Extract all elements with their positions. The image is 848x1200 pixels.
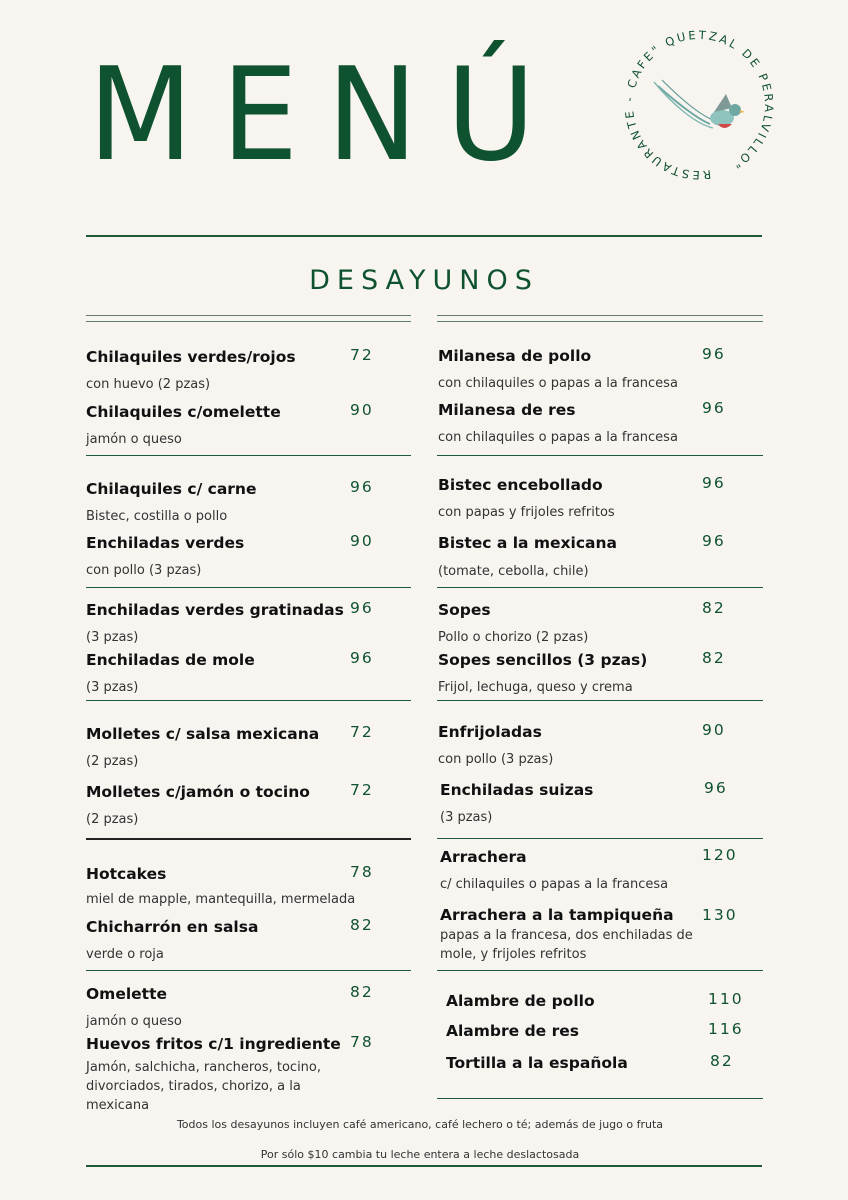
- restaurant-logo: [618, 24, 780, 186]
- menu-item-desc: c/ chilaquiles o papas a la francesa: [440, 877, 669, 892]
- menu-item-name: Milanesa de res: [438, 401, 576, 419]
- divider: [437, 455, 763, 456]
- footer-note: Todos los desayunos incluyen café americano, café lechero o té; además de jugo o fruta: [176, 1118, 664, 1131]
- menu-item-desc: con pollo (3 pzas): [86, 563, 202, 578]
- menu-item-name: Enfrijoladas: [438, 723, 542, 741]
- menu-item-desc: jamón o queso: [86, 1014, 182, 1029]
- menu-item-name: Bistec encebollado: [438, 476, 603, 494]
- section-title: DESAYUNOS: [309, 265, 539, 296]
- menu-item-desc: Bistec, costilla o pollo: [86, 509, 228, 524]
- menu-item-price: 82: [350, 983, 374, 1001]
- menu-item-price: 120: [702, 846, 738, 864]
- menu-item-price: 96: [702, 474, 726, 492]
- menu-item-desc: con papas y frijoles refritos: [438, 505, 615, 520]
- menu-item-price: 90: [350, 401, 374, 419]
- menu-item-desc: con huevo (2 pzas): [86, 377, 211, 392]
- menu-item-desc: con pollo (3 pzas): [438, 752, 554, 767]
- quetzal-bird-icon: [654, 80, 745, 128]
- menu-item-name: Sopes: [438, 601, 491, 619]
- menu-item-price: 96: [704, 779, 728, 797]
- footer-note-lactose: Por sólo $10 cambia tu leche entera a leche deslactosada: [260, 1148, 580, 1161]
- divider: [437, 700, 763, 701]
- menu-item-price: 72: [350, 346, 374, 364]
- menu-item-desc: jamón o queso: [86, 432, 182, 447]
- menu-item-desc: (2 pzas): [86, 754, 139, 769]
- menu-item-name: Chilaquiles c/omelette: [86, 403, 281, 421]
- menu-item-price: 110: [708, 990, 744, 1008]
- divider: [86, 970, 411, 971]
- menu-item-price: 82: [702, 649, 726, 667]
- menu-item-desc: (3 pzas): [86, 630, 139, 645]
- footer-divider: [86, 1165, 762, 1167]
- menu-item-desc: con chilaquiles o papas a la francesa: [438, 430, 678, 445]
- menu-item-price: 130: [702, 906, 738, 924]
- menu-item-name: Tortilla a la española: [446, 1054, 628, 1072]
- divider: [437, 970, 763, 971]
- menu-item-price: 96: [350, 478, 374, 496]
- menu-item-name: Sopes sencillos (3 pzas): [438, 651, 648, 669]
- divider: [86, 315, 411, 316]
- divider: [437, 1098, 763, 1099]
- divider: [86, 838, 411, 840]
- menu-item-price: 96: [702, 399, 726, 417]
- menu-item-name: Enchiladas de mole: [86, 651, 255, 669]
- menu-item-name: Chilaquiles c/ carne: [86, 480, 257, 498]
- menu-item-name: Arrachera a la tampiqueña: [440, 906, 674, 924]
- menu-item-price: 72: [350, 781, 374, 799]
- menu-item-price: 96: [702, 345, 726, 363]
- menu-item-price: 82: [710, 1052, 734, 1070]
- menu-item-price: 116: [708, 1020, 744, 1038]
- menu-item-name: Molletes c/ salsa mexicana: [86, 725, 320, 743]
- menu-item-price: 82: [702, 599, 726, 617]
- menu-item-name: Chilaquiles verdes/rojos: [86, 348, 296, 366]
- menu-item-name: Alambre de res: [446, 1022, 579, 1040]
- divider: [86, 700, 411, 701]
- menu-item-desc: (tomate, cebolla, chile): [438, 564, 589, 579]
- divider: [437, 838, 763, 839]
- menu-item-price: 90: [702, 721, 726, 739]
- divider: [437, 587, 763, 588]
- menu-item-desc: papas a la francesa, dos enchiladas de mole, y frijoles refritos: [440, 928, 693, 962]
- menu-item-price: 90: [350, 532, 374, 550]
- divider: [437, 321, 763, 322]
- svg-text:RESTAURANTE - CAFE" QUETZAL DE: [618, 24, 780, 186]
- menu-item-desc: miel de mapple, mantequilla, mermelada: [86, 892, 356, 907]
- menu-item-desc: (3 pzas): [86, 680, 139, 695]
- menu-item-name: Huevos fritos c/1 ingrediente: [86, 1035, 341, 1053]
- menu-item-desc: (3 pzas): [440, 810, 493, 825]
- menu-item-price: 72: [350, 723, 374, 741]
- divider: [86, 455, 411, 456]
- menu-item-name: Chicharrón en salsa: [86, 918, 259, 936]
- menu-item-price: 96: [702, 532, 726, 550]
- menu-item-name: Omelette: [86, 985, 167, 1003]
- menu-item-desc: (2 pzas): [86, 812, 139, 827]
- menu-item-name: Enchiladas verdes: [86, 534, 245, 552]
- divider: [86, 587, 411, 588]
- menu-item-name: Arrachera: [440, 848, 527, 866]
- menu-item-price: 78: [350, 1033, 374, 1051]
- menu-item-name: Enchiladas suizas: [440, 781, 594, 799]
- menu-item-name: Molletes c/jamón o tocino: [86, 783, 310, 801]
- menu-item-name: Hotcakes: [86, 865, 167, 883]
- menu-item-name: Enchiladas verdes gratinadas: [86, 601, 344, 619]
- menu-item-desc: Pollo o chorizo (2 pzas): [438, 630, 589, 645]
- menu-title: MENÚ: [88, 41, 564, 190]
- menu-item-price: 78: [350, 863, 374, 881]
- menu-item-desc: Jamón, salchicha, rancheros, tocino, divorciados, tirados, chorizo, a la mexicana: [86, 1060, 322, 1113]
- divider: [86, 321, 411, 322]
- menu-item-price: 96: [350, 599, 374, 617]
- menu-item-name: Alambre de pollo: [446, 992, 595, 1010]
- logo-ring-text: RESTAURANTE - CAFE" QUETZAL DE PERALVILLO": [621, 27, 777, 183]
- menu-item-name: Bistec a la mexicana: [438, 534, 617, 552]
- divider: [437, 315, 763, 316]
- menu-item-desc: con chilaquiles o papas a la francesa: [438, 376, 678, 391]
- menu-item-desc: Frijol, lechuga, queso y crema: [438, 680, 633, 695]
- menu-item-price: 96: [350, 649, 374, 667]
- menu-item-name: Milanesa de pollo: [438, 347, 592, 365]
- header-divider: [86, 235, 762, 237]
- menu-item-desc: verde o roja: [86, 947, 164, 962]
- menu-item-price: 82: [350, 916, 374, 934]
